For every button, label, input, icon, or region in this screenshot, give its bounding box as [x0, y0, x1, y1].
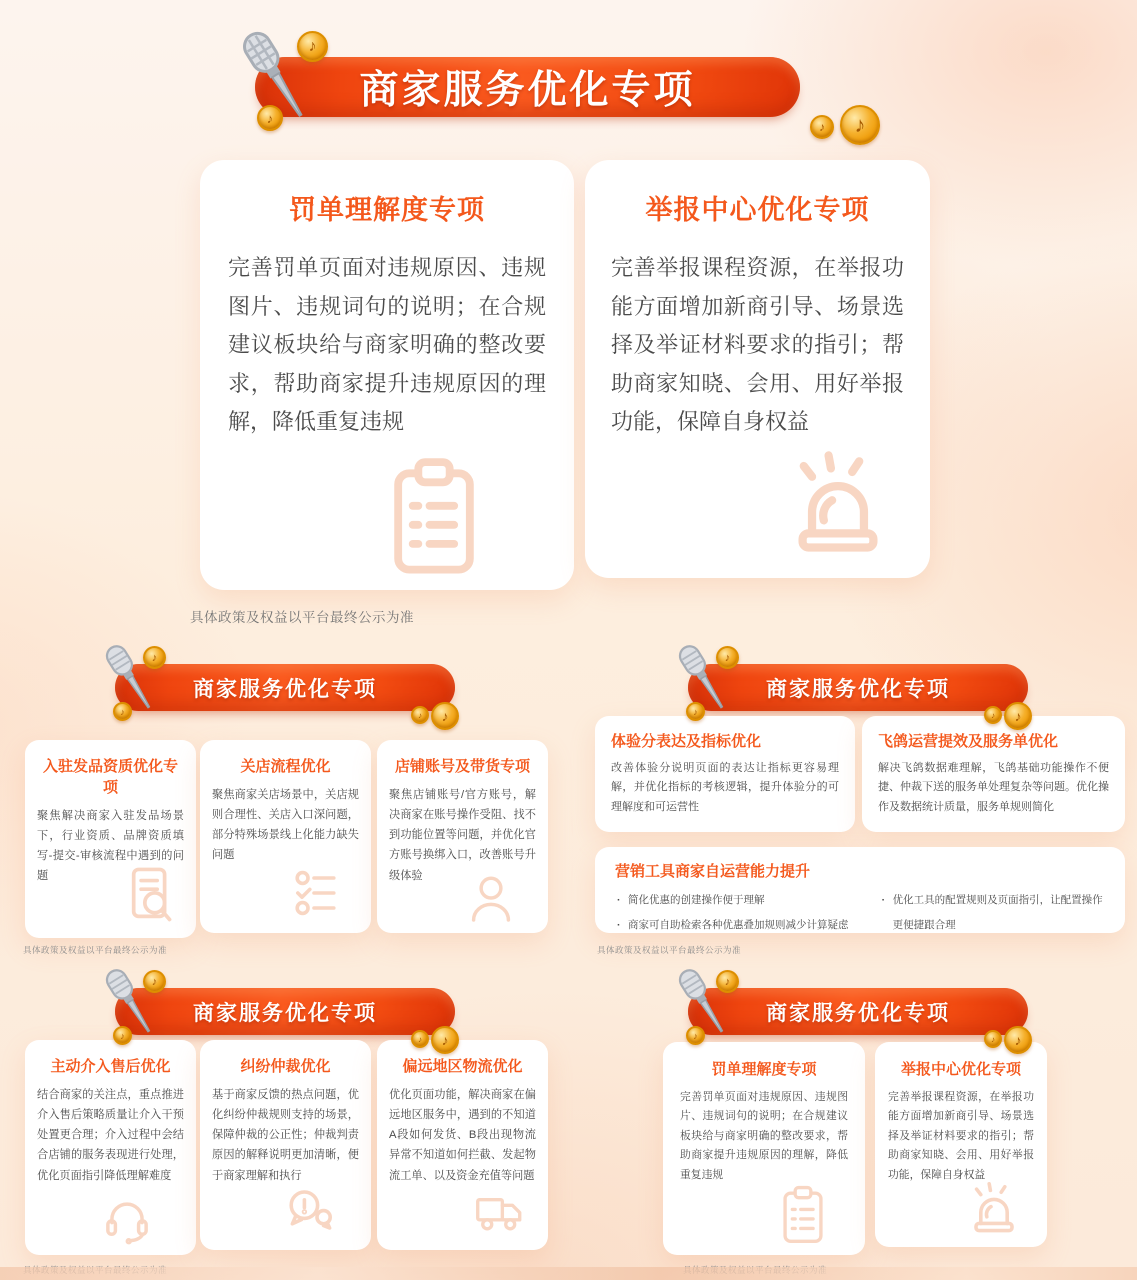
card-title: 飞鸽运营提效及服务单优化	[878, 733, 1059, 750]
card-title: 偏远地区物流优化	[402, 1058, 523, 1075]
bullet-list-left	[615, 888, 880, 937]
document-search-icon	[120, 862, 182, 930]
bullet-item: · 商家可自助检索各种优惠叠加规则减少计算疑虑	[615, 913, 880, 938]
card-title: 体验分表达及指标优化	[611, 733, 762, 750]
bottom-right-banner	[688, 988, 1028, 1035]
coin-icon	[431, 1026, 459, 1054]
card-proactive-aftersales	[25, 1040, 196, 1255]
siren-icon	[774, 446, 902, 564]
card-remote-logistics	[377, 1040, 548, 1250]
clipboard-icon	[775, 1183, 831, 1247]
card-title: 主动介入售后优化	[50, 1058, 171, 1075]
banner-title: 商家服务优化专项	[766, 1001, 950, 1025]
card-body: 聚焦商家关店场景中，关店规则合理性、关店入口深问题，部分特殊场景线上化能力缺失问题	[212, 789, 359, 862]
mid-left-banner	[115, 664, 455, 711]
footer-note: 具体政策及权益以平台最终公示为准	[23, 945, 168, 955]
microphone-icon	[95, 640, 151, 722]
bullet-item: · 简化优惠的创建操作便于理解	[615, 888, 880, 913]
bottom-left-banner	[115, 988, 455, 1035]
card-title: 营销工具商家自运营能力提升	[615, 863, 811, 880]
microphone-icon	[229, 25, 303, 135]
bullet-item: · 优化工具的配置规则及页面指引，让配置操作更便捷跟合理	[880, 888, 1105, 937]
card-body: 优化页面功能，解决商家在偏远地区服务中，遇到的不知道A段如何发货、B段出现物流异常不知道如何拦截、发起物流工单、以及资金充值等问题	[389, 1089, 536, 1182]
clipboard-icon	[378, 454, 490, 580]
card-report-center	[585, 160, 930, 578]
card-title: 举报中心优化专项	[645, 195, 870, 225]
card-dispute-arbitration	[200, 1040, 371, 1250]
coin-icon	[840, 105, 880, 145]
card-title: 纠纷仲裁优化	[240, 1058, 331, 1075]
headset-icon	[94, 1189, 160, 1247]
card-title: 店铺账号及带货专项	[394, 758, 530, 775]
checklist-icon	[287, 863, 347, 923]
banner-title: 商家服务优化专项	[359, 69, 696, 112]
card-experience-score	[595, 716, 855, 832]
banner-title: 商家服务优化专项	[193, 677, 377, 701]
card-body: 聚焦店铺账号/官方账号，解决商家在账号操作受阻、找不到功能位置等问题，并优化官方账号换绑入口，改善账号升级体验	[389, 789, 536, 882]
bottom-edge-strip	[0, 1267, 1137, 1280]
microphone-icon	[668, 964, 724, 1046]
microphone-icon	[95, 964, 151, 1046]
card-body: 解决飞鸽数据难理解，飞鸽基础功能操作不便捷、仲裁下送的服务单处理复杂等问题。优化操作及数据统计质量，服务单规则简化	[878, 762, 1109, 813]
card-store-closing-flow	[200, 740, 371, 933]
banner-title: 商家服务优化专项	[766, 677, 950, 701]
card-body: 完善举报课程资源，在举报功能方面增加新商引导、场景选择及举证材料要求的指引；帮助商家知晓、会用、用好举报功能，保障自身权益	[888, 1091, 1034, 1181]
card-onboarding-qualification	[25, 740, 196, 938]
coin-icon	[1004, 1026, 1032, 1054]
card-title: 举报中心优化专项	[900, 1061, 1021, 1078]
microphone-icon	[668, 640, 724, 722]
coin-icon	[411, 1030, 429, 1048]
coin-icon	[984, 706, 1002, 724]
card-body: 完善举报课程资源，在举报功能方面增加新商引导、场景选择及举证材料要求的指引；帮助商家知晓、会用、用好举报功能，保障自身权益	[611, 255, 904, 434]
coin-icon	[984, 1030, 1002, 1048]
card-body: 聚焦解决商家入驻发品场景下，行业资质、品牌资质填写-提交-审核流程中遇到的问题	[37, 810, 184, 883]
card-report-center-small	[875, 1042, 1047, 1247]
card-marketing-tools	[595, 847, 1125, 933]
hero-banner	[255, 57, 800, 117]
bullet-list-right	[880, 888, 1105, 937]
truck-icon	[466, 1184, 532, 1240]
card-body: 完善罚单页面对违规原因、违规图片、违规词句的说明；在合规建议板块给与商家明确的整改要求，帮助商家提升违规原因的理解，降低重复违规	[228, 255, 546, 434]
user-icon	[462, 869, 520, 927]
footer-note: 具体政策及权益以平台最终公示为准	[190, 610, 414, 625]
card-body: 基于商家反馈的热点问题，优化纠纷仲裁规则支持的场景，保障仲裁的公正性；仲裁判责原因的解释说明更加清晰，便于商家理解和执行	[212, 1089, 359, 1182]
card-title: 关店流程优化	[240, 758, 331, 775]
card-title: 入驻发品资质优化专项	[42, 758, 178, 796]
coin-icon	[411, 706, 429, 724]
card-title: 罚单理解度专项	[289, 195, 485, 225]
bullet-columns	[615, 888, 1105, 937]
banner-title: 商家服务优化专项	[193, 1001, 377, 1025]
coin-icon	[431, 702, 459, 730]
mid-right-banner	[688, 664, 1028, 711]
chat-bubble-icon	[275, 1180, 341, 1240]
card-feige-efficiency	[862, 716, 1125, 832]
card-title: 罚单理解度专项	[711, 1061, 817, 1078]
card-penalty-understanding-small	[663, 1042, 865, 1255]
card-shop-account	[377, 740, 548, 933]
siren-icon	[961, 1179, 1027, 1239]
card-body: 完善罚单页面对违规原因、违规图片、违规词句的说明；在合规建议板块给与商家明确的整改要求，帮助商家提升违规原因的理解，降低重复违规	[680, 1091, 848, 1181]
coin-icon	[1004, 702, 1032, 730]
coin-icon	[810, 115, 834, 139]
card-body: 改善体验分说明页面的表达让指标更容易理解，并优化指标的考核逻辑，提升体验分的可理解度和可运营性	[611, 762, 839, 813]
card-penalty-understanding	[200, 160, 574, 590]
card-body: 结合商家的关注点，重点推进介入售后策略质量让介入干预处置更合理；介入过程中会结合店铺的服务表现进行处理，优化页面指引降低理解难度	[37, 1089, 184, 1182]
footer-note: 具体政策及权益以平台最终公示为准	[597, 945, 742, 955]
